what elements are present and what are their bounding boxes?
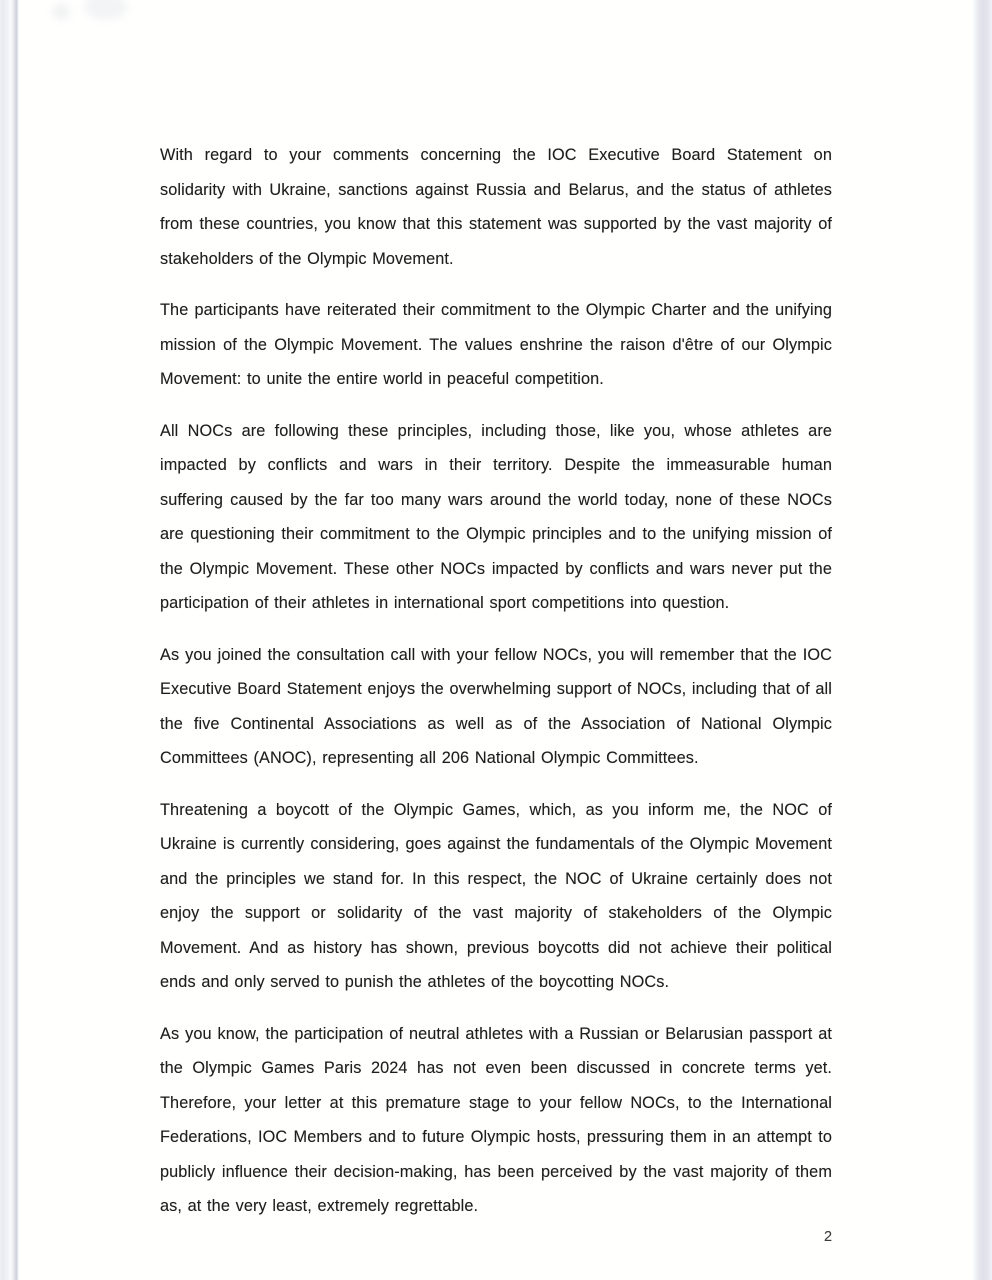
scan-smudge xyxy=(52,4,70,20)
scan-smudge xyxy=(84,0,128,20)
paragraph-4: As you joined the consultation call with your fellow NOCs, you will remember that the IOC Executive Board Statement enjoys the overwhelming support of NOCs, including that of all the five Continental Associations as well as of the Association of National Olympic Committees (ANOC), representing all 206 National Olympic Committees. xyxy=(160,645,832,767)
paragraph-2: The participants have reiterated their commitment to the Olympic Charter and the unifying mission of the Olympic Movement. The values enshrine the raison d'être of our Olympic Movement: to unite the entire world in peaceful competition. xyxy=(160,301,832,388)
paragraph-6: As you know, the participation of neutral athletes with a Russian or Belarusian passport at the Olympic Games Paris 2024 has not even been discussed in concrete terms yet. Therefore, your letter at this premature stage to your fellow NOCs, to the International Federations, IOC Members and to future Olympic hosts, pressuring them in an attempt to publicly influence their decision-making, has been perceived by the vast majority of them as, at the very least, extremely regrettable. xyxy=(160,1024,832,1215)
page-number: 2 xyxy=(823,1229,833,1245)
paragraph-1: With regard to your comments concerning the IOC Executive Board Statement on solidarity with Ukraine, sanctions against Russia and Belarus, and the status of athletes from these countries, you know that this statement was supported by the vast majority of stakeholders of the Olympic Movement. xyxy=(160,146,832,268)
paragraph-3: All NOCs are following these principles, including those, like you, whose athletes are impacted by conflicts and wars in their territory. Despite the immeasurable human suffering caused by the far too many wars around the world today, none of these NOCs are questioning their commitment to the Olympic principles and to the unifying mission of the Olympic Movement. These other NOCs impacted by conflicts and wars never put the participation of their athletes in international sport competitions into question. xyxy=(160,421,832,612)
page-right-edge xyxy=(971,0,992,1280)
page-left-edge xyxy=(0,0,19,1280)
letter-body xyxy=(160,138,832,1224)
paragraph-5: Threatening a boycott of the Olympic Games, which, as you inform me, the NOC of Ukraine is currently considering, goes against the fundamentals of the Olympic Movement and the principles we stand for. In this respect, the NOC of Ukraine certainly does not enjoy the support or solidarity of the vast majority of stakeholders of the Olympic Movement. And as history has shown, previous boycotts did not achieve their political ends and only served to punish the athletes of the boycotting NOCs. xyxy=(160,800,832,991)
